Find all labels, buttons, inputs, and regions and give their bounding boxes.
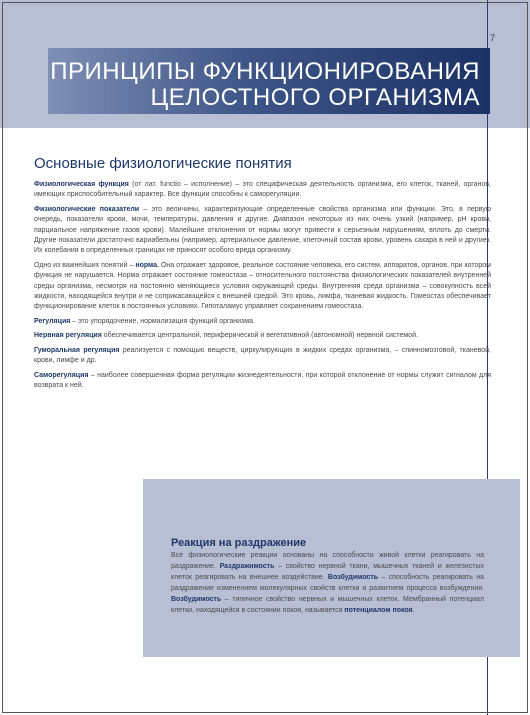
paragraph-text: Одно из важнейших понятий – [34, 261, 136, 269]
paragraph-norm [34, 261, 491, 313]
paragraph-text: реализуется с помощью веществ, циркулирующих в жидких средах организма, – спинномозговой, тканевой, крови, лимфе и др. [34, 346, 491, 365]
paragraph-humoral-regulation [34, 346, 491, 367]
paragraph-text: – это величины, характеризующие определенные свойства организма или функции. Это, в первую очередь, показатели крови, мочи, температуры, давления и другие. Диапазон некоторых из них очень узкий (например, рН крови, парциальное напряжение газов крови). Малейшие отклонения от нормы могут привести к серьезным нарушениям, вплоть до смерти. Другие показатели достаточно вариабельны (например, артериальное давление, клеточный состав крови, уровень сахара в ней и другие). Их колебания в определенных границах не приносят особого вреда организму. [34, 205, 491, 255]
paragraph-text: (от лат. functio – исполнение) – это специфическая деятельность организма, его клеток, тканей, органов, имеющих приспособительный характер. Все функции способны к саморегуляции. [34, 181, 491, 199]
callout-box [143, 479, 520, 657]
paragraph-text: Она отражает здоровое, реальное состояние человека, его систем, аппаратов, органов, при котором функция не нарушается. Норма отражает состояние гомеостаза – относительного постоянства физиологических показателей внутренней среды организма, несмотря на постоянно меняющиеся условия окружающей среды. Внутренняя среда организма – совокупность всей жидкости, находящейся внутри и не соприкасающейся с внешней средой. Это кровь, лимфа, тканевая жидкость. Гомеостаз обеспечивает функционирование клеток в постоянных условиях. Гипоталамус управляет сохранением гомеостаза. [34, 261, 491, 311]
section-title: Основные физиологические понятия [34, 155, 292, 172]
page-number: 7 [490, 33, 496, 43]
callout-text-part: . [412, 607, 415, 614]
term: Раздражимость [219, 563, 275, 570]
chapter-title-line-2: ЦЕЛОСТНОГО ОРГАНИЗМА [150, 84, 480, 111]
term: Физиологические показатели [34, 205, 140, 213]
term: Регуляция [34, 317, 71, 325]
paragraph-text: – это упорядочение, нормализация функций организма. [70, 317, 255, 325]
paragraph-nervous-regulation [34, 331, 491, 341]
term: Возбудимость [171, 596, 222, 603]
paragraph-physiological-indicators [34, 205, 491, 257]
term: потенциалом покоя [344, 607, 413, 614]
paragraph-self-regulation [34, 371, 491, 392]
paragraph-physiological-function [34, 180, 491, 201]
paragraph-text: – наиболее совершенная форма регуляции жизнедеятельности, при которой отклонение от нормы служит сигналом для возврата к ней. [34, 371, 491, 389]
term: Возбудимость [327, 574, 379, 581]
chapter-title-line-1: ПРИНЦИПЫ ФУНКЦИОНИРОВАНИЯ [50, 58, 480, 85]
callout-text-part: – свойство нервной ткани, мышечных тканей и железистых клеток реагировать на внешнее воздействие. [171, 563, 484, 581]
callout-text [171, 550, 484, 616]
callout-text-part: – способность реагировать на раздражение изменением молекулярных свойств клетки и развитием процесса возбуждения. [171, 574, 484, 592]
term: Физиологическая функция [34, 181, 129, 188]
term: норма. [135, 261, 159, 269]
callout-title: Реакция на раздражение [171, 537, 307, 549]
callout-text-part: – типичное свойство нервных и мышечных клеток. Мембранный потенциал клетки, находящейся в состоянии покоя, называется [171, 596, 484, 614]
term: Гуморальная регуляция [34, 346, 120, 354]
body-text [34, 180, 491, 395]
term: Нервная регуляция [34, 332, 102, 340]
paragraph-regulation [34, 317, 491, 327]
paragraph-text: обеспечивается центральной, периферической и вегетативной (автономной) нервной системой. [101, 332, 418, 340]
term: Саморегуляция [34, 371, 89, 379]
callout-text-part: Все физиологические реакции основаны на способности живой клетки реагировать на раздражение. [171, 552, 484, 570]
chapter-title-banner [48, 48, 490, 114]
